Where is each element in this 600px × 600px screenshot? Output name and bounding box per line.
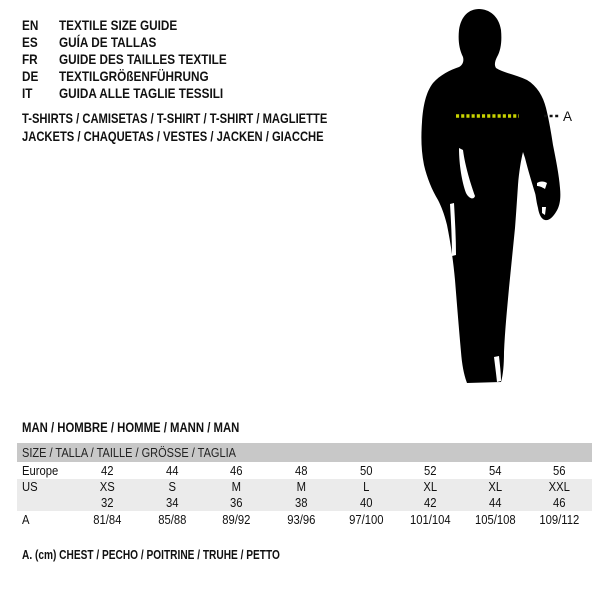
size-cell: 97/100: [348, 512, 384, 527]
size-cell: 105/108: [474, 512, 516, 527]
size-cell: 54: [488, 463, 502, 478]
size-table: [17, 443, 592, 528]
footnote: A. (cm) CHEST / PECHO / POITRINE / TRUHE / PETTO: [22, 547, 280, 562]
row-label: [17, 496, 75, 510]
size-cell: 40: [359, 496, 373, 510]
size-cell: 38: [294, 496, 308, 510]
size-cell: 46: [553, 496, 566, 510]
section-title: MAN / HOMBRE / HOMME / MANN / MAN: [22, 420, 240, 435]
size-cell: XXL: [549, 480, 571, 494]
size-cell: 34: [165, 496, 179, 510]
table-header: SIZE / TALLA / TAILLE / GRÖSSE / TAGLIA: [17, 443, 592, 462]
language-code: ES: [22, 33, 38, 50]
language-label: GUÍA DE TALLAS: [59, 33, 157, 50]
language-label: TEXTILGRÖßENFÜHRUNG: [59, 67, 209, 84]
size-cell: 44: [488, 496, 502, 510]
size-cell: 52: [424, 463, 437, 478]
size-cell: 44: [165, 463, 179, 478]
size-cell: M: [231, 480, 242, 494]
size-cell: XS: [99, 480, 115, 494]
language-code: FR: [22, 50, 38, 67]
garment-line-jackets: JACKETS / CHAQUETAS / VESTES / JACKEN / GIACCHE: [22, 128, 324, 144]
row-label: US: [22, 480, 38, 494]
language-label: GUIDE DES TAILLES TEXTILE: [59, 50, 227, 67]
size-cell: 85/88: [157, 512, 187, 527]
language-code: IT: [22, 84, 33, 101]
size-cell: 50: [359, 463, 373, 478]
size-cell: S: [168, 480, 176, 494]
table-row-europe: [17, 462, 592, 479]
language-code: EN: [22, 16, 39, 33]
row-label: Europe: [22, 463, 59, 478]
size-cell: M: [296, 480, 306, 494]
size-cell: 109/112: [539, 512, 580, 527]
size-cell: 48: [294, 463, 308, 478]
language-label: TEXTILE SIZE GUIDE: [59, 16, 178, 33]
language-label: GUIDA ALLE TAGLIE TESSILI: [59, 84, 224, 101]
size-cell: 46: [230, 463, 243, 478]
size-cell: 93/96: [287, 512, 316, 527]
size-cell: 101/104: [410, 512, 451, 527]
language-code: DE: [22, 67, 39, 84]
size-cell: XL: [488, 480, 502, 494]
size-cell: 89/92: [222, 512, 251, 527]
size-cell: 36: [230, 496, 243, 510]
size-cell: 56: [553, 463, 566, 478]
table-row-us: [17, 479, 592, 495]
size-cell: XL: [423, 480, 438, 494]
garment-line-tshirts: T-SHIRTS / CAMISETAS / T-SHIRT / T-SHIRT / MAGLIETTE: [22, 110, 328, 126]
size-cell: 42: [424, 496, 437, 510]
size-cell: 42: [101, 463, 114, 478]
row-label: A: [22, 512, 30, 527]
table-row-a: [17, 511, 592, 528]
man-silhouette: [421, 9, 560, 383]
size-cell: 32: [101, 496, 114, 510]
measurement-a-label: A: [563, 109, 573, 124]
size-cell: L: [362, 480, 369, 494]
size-cell: 81/84: [93, 512, 122, 527]
table-row-size2: [17, 495, 592, 511]
